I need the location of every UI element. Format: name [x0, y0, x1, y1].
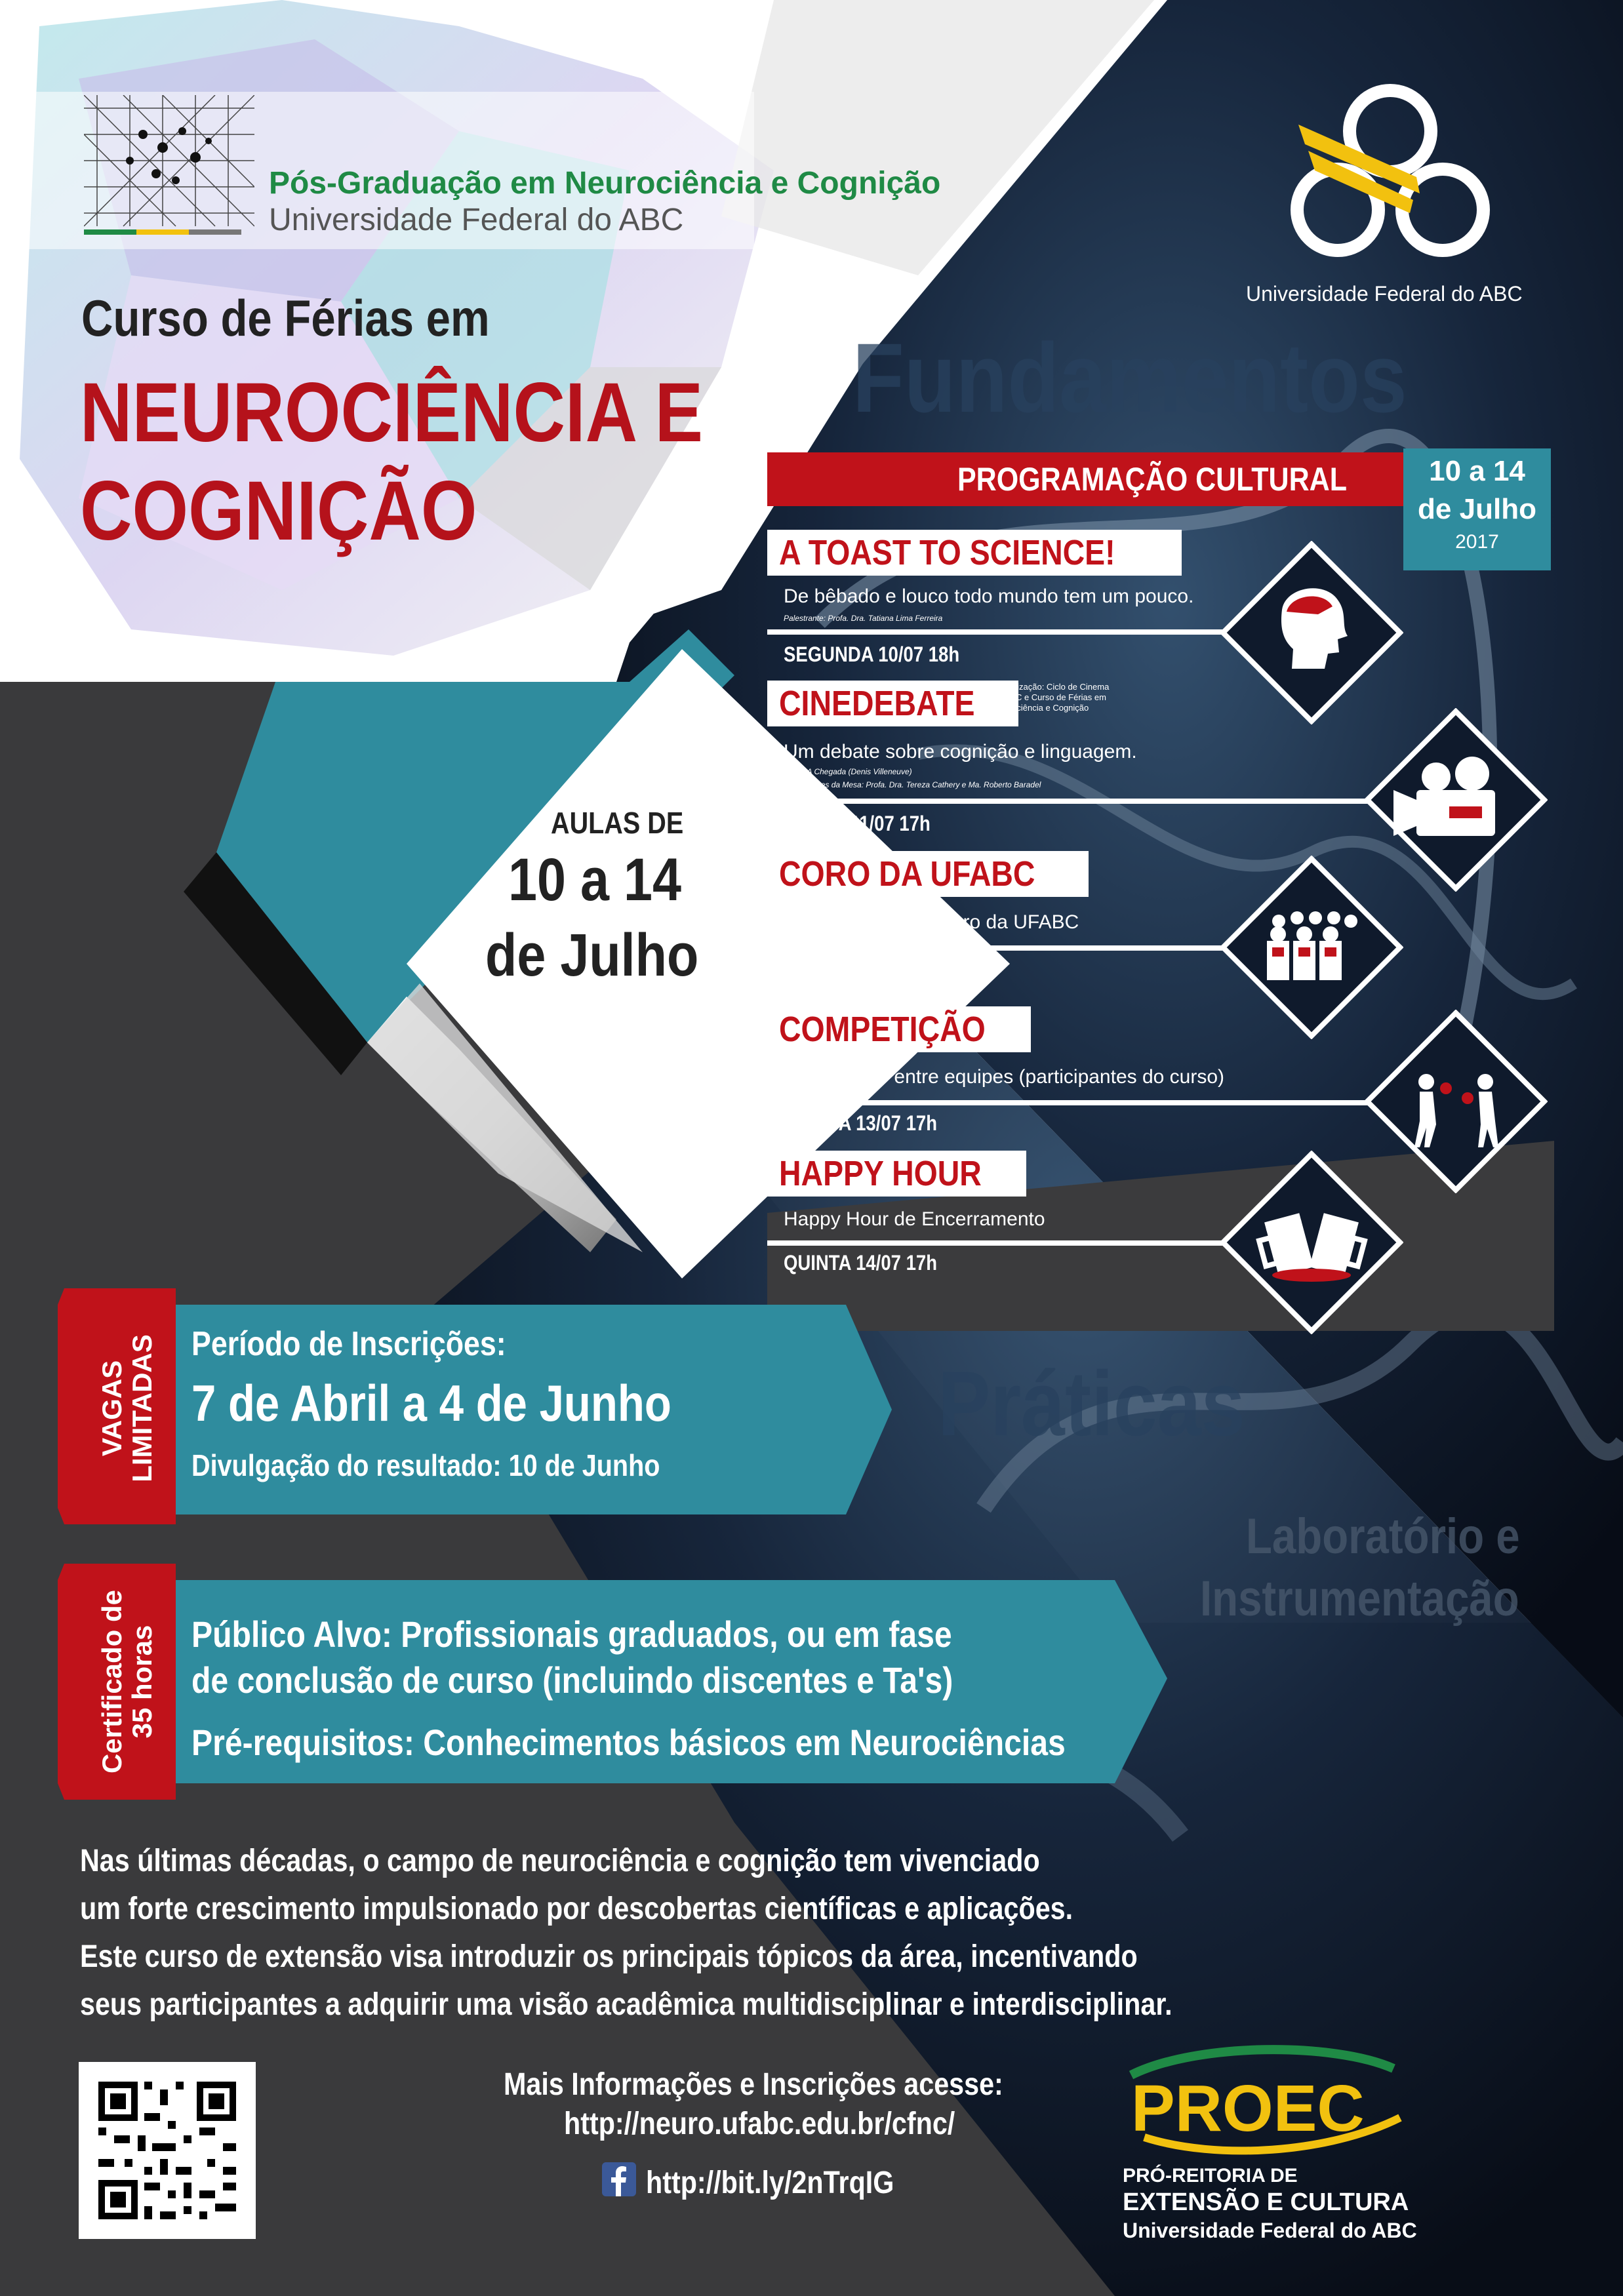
course-title-line2: COGNIÇÃO [80, 464, 477, 558]
publico-alvo-line1: Público Alvo: Profissionais graduados, ou em fase [191, 1613, 952, 1655]
inscricoes-period-label: Período de Inscrições: [191, 1325, 506, 1363]
event-date: QUINTA 14/07 17h [784, 1251, 938, 1275]
event-description: Apresentação do Coro da UFABC [784, 911, 1079, 933]
event-line [767, 1100, 1371, 1105]
vagas-line1: VAGAS [96, 1360, 127, 1457]
head-brain-icon [1220, 541, 1403, 724]
description-paragraph [80, 1837, 1172, 2029]
event-line [767, 799, 1371, 804]
bg-word-instrumentacao: Instrumentação [1200, 1571, 1519, 1627]
proec-line3: Universidade Federal do ABC [1123, 2219, 1417, 2242]
bg-word-fundamentos: Fundamentos [852, 323, 1407, 433]
ufabc-logo [1285, 79, 1502, 275]
proec-line2: EXTENSÃO E CULTURA [1123, 2188, 1409, 2216]
facebook-link[interactable]: http://bit.ly/2nTrqIG [646, 2166, 894, 2200]
event-date: QUARTA 12/07 16h [784, 956, 946, 980]
event-line [767, 945, 1226, 951]
certificado-side-label [96, 1583, 157, 1780]
event-line [767, 1240, 1226, 1246]
bg-word-laboratorio: Laboratório e [1246, 1509, 1520, 1564]
vagas-side-label [96, 1310, 157, 1507]
programacao-date-box [1403, 448, 1551, 570]
event-description: De bêbado e louco todo mundo tem um pouco. [784, 585, 1194, 607]
certificado-line2: 35 horas [127, 1625, 157, 1739]
aulas-month: de Julho [485, 922, 699, 989]
event-date: SEGUNDA 10/07 18h [784, 643, 960, 666]
programacao-date-year: 2017 [1455, 531, 1499, 553]
course-title [80, 364, 703, 561]
event-note: Filme: A Chegada (Denis Villeneuve) [784, 767, 912, 776]
event-note: Participantes da Mesa: Profa. Dra. Tereza Cathery e Ma. Roberto Baradel [784, 780, 1041, 789]
event-description: Competição entre equipes (participantes do curso) [784, 1066, 1225, 1088]
event-date: TERÇA 11/07 17h [784, 812, 931, 835]
event-title: HAPPY HOUR [767, 1151, 1026, 1197]
event-organizer [993, 682, 1109, 713]
event-title: CINEDEBATE [767, 681, 1018, 726]
qr-code[interactable] [79, 2062, 256, 2239]
info-url-link[interactable]: http://neuro.ufabc.edu.br/cfnc/ [564, 2107, 955, 2141]
description-line: Este curso de extensão visa introduzir os principais tópicos da área, incentivando [80, 1939, 1138, 1974]
event-organizer-line: Neurociência e Cognição [993, 703, 1089, 713]
bg-word-praticas: Práticas [938, 1352, 1245, 1455]
aulas-dates: 10 a 14 [508, 846, 681, 913]
description-line: seus participantes a adquirir uma visão acadêmica multidisciplinar e interdisciplinar. [80, 1987, 1172, 2022]
event-organizer-line: Organização: Ciclo de Cinema [993, 682, 1110, 692]
vagas-line2: LIMITADAS [127, 1334, 157, 1482]
inscricoes-result: Divulgação do resultado: 10 de Junho [191, 1448, 660, 1482]
event-description: Um debate sobre cognição e linguagem. [784, 741, 1137, 762]
publico-alvo-line2: de conclusão de curso (incluindo discentes e Ta's) [191, 1659, 953, 1701]
proec-logo [1118, 2039, 1413, 2157]
beer-mugs-icon [1220, 1151, 1403, 1334]
event-title: A TOAST TO SCIENCE! [767, 530, 1182, 576]
description-line: um forte crescimento impulsionado por descobertas científicas e aplicações. [80, 1891, 1073, 1926]
facebook-icon[interactable] [602, 2162, 636, 2196]
program-university: Universidade Federal do ABC [269, 203, 684, 237]
certificado-line1: Certificado de [96, 1589, 127, 1774]
programacao-date-line1: 10 a 14 [1429, 455, 1525, 487]
programacao-label: PROGRAMAÇÃO CULTURAL [957, 461, 1347, 498]
program-title: Pós-Graduação em Neurociência e Cognição [269, 166, 941, 201]
programacao-date-line2: de Julho [1418, 493, 1536, 525]
event-title: COMPETIÇÃO [767, 1006, 1031, 1052]
pre-requisitos: Pré-requisitos: Conhecimentos básicos em Neurociências [191, 1722, 1066, 1763]
proec-line1: PRÓ-REITORIA DE [1123, 2165, 1298, 2187]
inscricoes-period-dates: 7 de Abril a 4 de Junho [191, 1374, 671, 1432]
course-prefix: Curso de Férias em [81, 289, 490, 347]
aulas-label: AULAS DE [551, 806, 684, 840]
neuro-network-logo [84, 95, 254, 243]
event-note: Palestrante: Profa. Dra. Tatiana Lima Ferreira [784, 614, 943, 623]
course-title-line1: NEUROCIÊNCIA E [80, 366, 704, 460]
event-organizer-line: UFABC e Curso de Férias em [993, 692, 1106, 702]
description-line: Nas últimas décadas, o campo de neurociência e cognição tem vivenciado [80, 1844, 1040, 1878]
event-date: QUINTA 13/07 17h [784, 1111, 938, 1135]
proec-logo-text: PROEC [1131, 2072, 1365, 2145]
event-line [767, 629, 1226, 635]
event-title: CORO DA UFABC [767, 851, 1089, 897]
event-description: Happy Hour de Encerramento [784, 1208, 1045, 1230]
ufabc-name: Universidade Federal do ABC [1246, 282, 1523, 306]
info-label: Mais Informações e Inscrições acesse: [504, 2067, 1003, 2102]
